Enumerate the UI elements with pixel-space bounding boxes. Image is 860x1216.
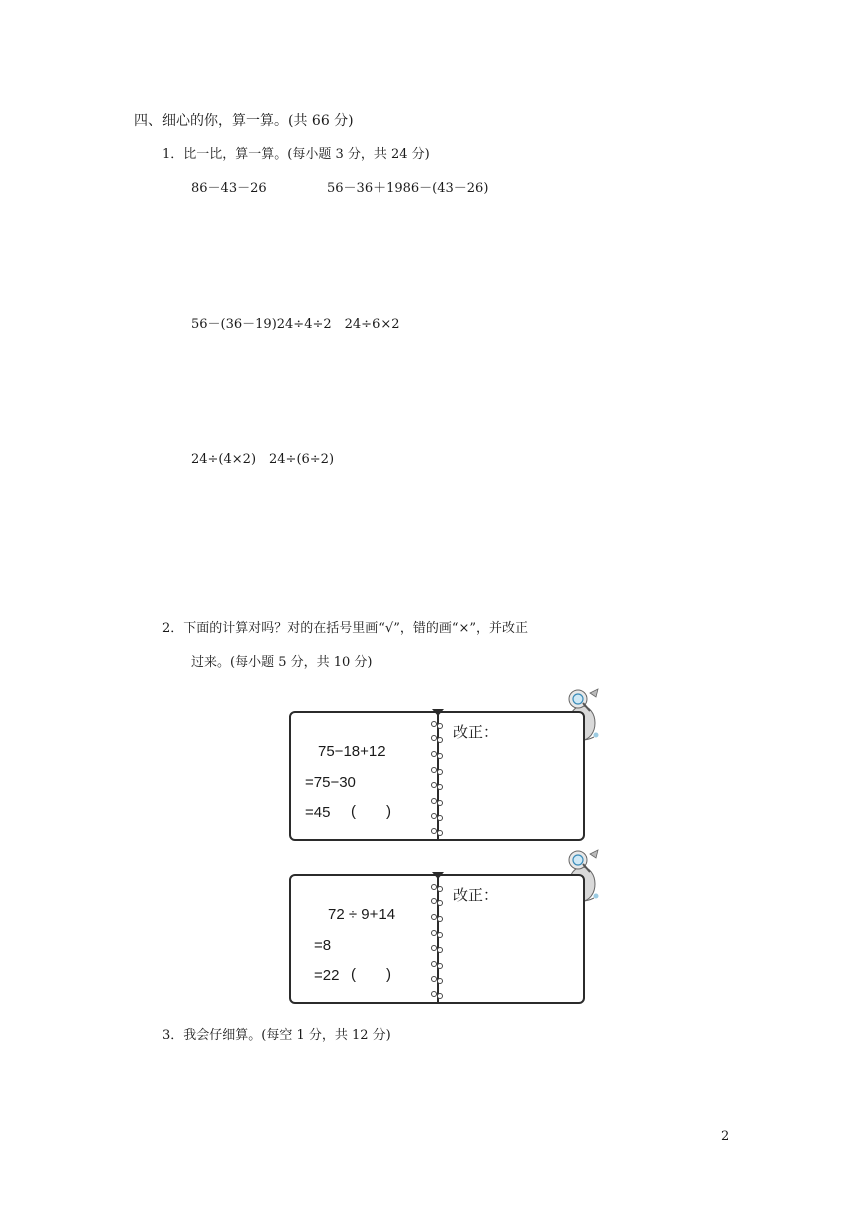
q2-title-line-1: 2．下面的计算对吗？对的在括号里画“√”，错的画“×”，并改正 bbox=[162, 621, 529, 636]
card-2-line-1: 72 ÷ 9+14 bbox=[328, 906, 396, 923]
page-number: 2 bbox=[721, 1129, 730, 1144]
card-1-line-1: 75−18+12 bbox=[318, 743, 386, 760]
correction-card-2 bbox=[289, 874, 585, 1004]
card-2-line-2: =8 bbox=[314, 937, 332, 954]
card-spine bbox=[437, 711, 439, 841]
card-2-fix-label: 改正： bbox=[453, 886, 499, 904]
card-1-fix-label: 改正： bbox=[453, 723, 499, 741]
card-spine-tip bbox=[432, 709, 444, 716]
card-2-line-3: =22 bbox=[314, 967, 340, 984]
q1-expression-2: 56－36＋1986－(43－26) bbox=[327, 181, 489, 196]
card-1-answer-parens[interactable]: ( ) bbox=[351, 803, 391, 820]
q1-expression-row-3: 24÷(4×2) 24÷(6÷2) bbox=[191, 452, 335, 467]
correction-card-1 bbox=[289, 711, 585, 841]
card-spine bbox=[437, 874, 439, 1004]
card-1-line-3: =45 bbox=[305, 804, 331, 821]
q1-expression-1: 86－43－26 bbox=[191, 181, 267, 196]
q3-title: 3．我会仔细算。(每空 1 分，共 12 分) bbox=[162, 1028, 391, 1043]
q2-title-line-2: 过来。(每小题 5 分，共 10 分) bbox=[191, 655, 373, 670]
card-1-line-2: =75−30 bbox=[305, 774, 356, 791]
q1-expression-row-2: 56－(36－19)24÷4÷2 24÷6×2 bbox=[191, 317, 400, 332]
card-2-answer-parens[interactable]: ( ) bbox=[351, 966, 391, 983]
card-spine-tip bbox=[432, 872, 444, 879]
q1-title: 1．比一比，算一算。(每小题 3 分，共 24 分) bbox=[162, 147, 430, 162]
section-heading: 四、细心的你，算一算。(共 66 分) bbox=[134, 113, 354, 129]
